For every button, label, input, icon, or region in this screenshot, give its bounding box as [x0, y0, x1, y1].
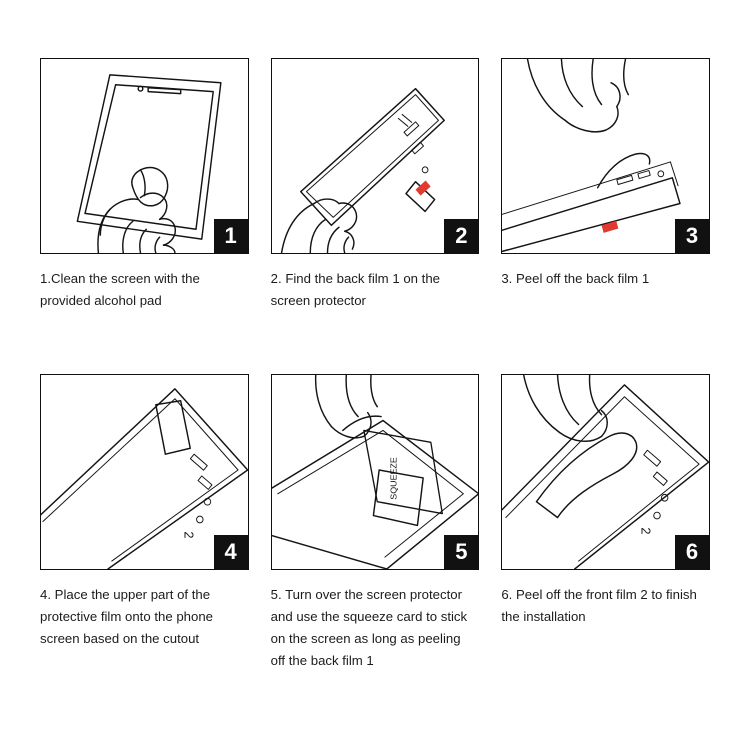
step-3-caption: 3. Peel off the back film 1	[501, 271, 650, 286]
steps-grid-row-2	[40, 374, 710, 672]
row-spacer	[40, 356, 710, 374]
step-5-badge: 5	[444, 535, 478, 569]
step-5-caption: 5. Turn over the screen protector and use the squeeze card to stick on the screen as long as peeling off the back film 1	[270, 587, 468, 668]
step-5	[271, 374, 480, 672]
step-2-illustration	[271, 58, 480, 254]
step-3	[501, 58, 710, 356]
svg-text:2: 2	[639, 527, 653, 535]
step-1	[40, 58, 249, 356]
steps-grid-row-1	[40, 58, 710, 356]
step-5-illustration	[271, 374, 480, 570]
step-2-badge: 2	[444, 219, 478, 253]
svg-text:2: 2	[181, 531, 196, 539]
step-4-illustration	[40, 374, 249, 570]
step-6-illustration	[501, 374, 710, 570]
step-1-caption: 1.Clean the screen with the provided alcohol pad	[40, 271, 200, 308]
step-3-illustration	[501, 58, 710, 254]
step-4-caption: 4. Place the upper part of the protective film onto the phone screen based on the cutout	[40, 587, 214, 646]
step-2	[271, 58, 480, 356]
step-1-illustration	[40, 58, 249, 254]
step-6	[501, 374, 710, 672]
step-6-badge: 6	[675, 535, 709, 569]
step-1-badge: 1	[214, 219, 248, 253]
step-4	[40, 374, 249, 672]
step-4-badge: 4	[214, 535, 248, 569]
step-2-caption: 2. Find the back film 1 on the screen protector	[270, 271, 440, 308]
step-3-badge: 3	[675, 219, 709, 253]
step-6-caption: 6. Peel off the front film 2 to finish the installation	[501, 587, 697, 624]
svg-text:SQUEEZE: SQUEEZE	[388, 457, 399, 500]
